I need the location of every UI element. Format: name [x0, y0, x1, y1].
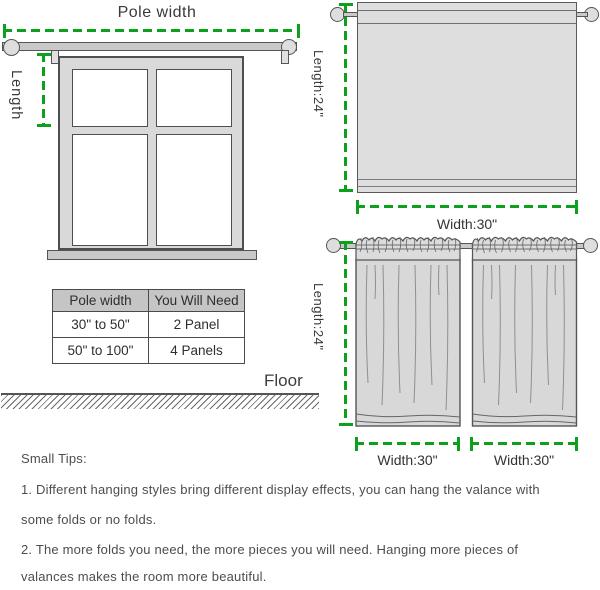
table-row — [53, 312, 245, 338]
table-row — [53, 338, 245, 364]
tier-width-measure-right — [470, 437, 578, 451]
hem-seam — [358, 186, 576, 187]
tier-finial-right-icon — [583, 238, 598, 253]
valance-panel — [357, 2, 577, 193]
tier-width-label-left: Width:30" — [377, 452, 438, 468]
tips-title: Small Tips: — [21, 451, 87, 466]
ground-hatch — [1, 393, 319, 409]
curtain-pole — [2, 42, 297, 51]
table-cell: 30" to 50" — [53, 312, 149, 338]
window-pane-top-left — [72, 69, 148, 127]
length-label: Length — [8, 70, 24, 121]
table-cell: 2 Panel — [149, 312, 245, 338]
valance-width-measure — [356, 200, 578, 214]
curtain-panel-left — [355, 235, 461, 427]
panel-requirement-table — [52, 289, 245, 364]
window-pane-bottom-right — [156, 134, 232, 246]
tier-length-measure — [339, 241, 353, 426]
pole-width-measure — [3, 24, 300, 38]
rod-pocket-seam — [358, 10, 576, 11]
rod-pocket-seam — [358, 23, 576, 24]
valance-length-measure — [339, 3, 353, 192]
tip-line: 2. The more folds you need, the more pieces you will need. Hanging more pieces of — [21, 542, 519, 557]
tier-width-measure-left — [355, 437, 460, 451]
tip-line: some folds or no folds. — [21, 512, 157, 527]
valance-width-label: Width:30" — [436, 216, 498, 232]
window-sill — [47, 250, 257, 260]
valance-length-label: Length:24" — [311, 50, 326, 118]
tier-width-label-right: Width:30" — [493, 452, 555, 468]
length-measure — [37, 53, 51, 127]
table-cell: 50" to 100" — [53, 338, 149, 364]
tip-line: valances makes the room more beautiful. — [21, 569, 267, 584]
table-header-row — [53, 290, 245, 312]
table-header-you-will-need: You Will Need — [149, 290, 245, 312]
window-pane-bottom-left — [72, 134, 148, 246]
floor-label: Floor — [264, 371, 303, 390]
tier-length-label: Length:24" — [311, 283, 326, 351]
pole-width-label: Pole width — [117, 4, 197, 21]
tip-line: 1. Different hanging styles bring different display effects, you can hang the valance with — [21, 482, 540, 497]
table-header-pole-width: Pole width — [53, 290, 149, 312]
hem-seam — [358, 179, 576, 180]
table-cell: 4 Panels — [149, 338, 245, 364]
curtain-panel-right — [471, 235, 578, 427]
pole-bracket-right — [281, 50, 289, 64]
window-frame — [58, 56, 244, 250]
window-pane-top-right — [156, 69, 232, 127]
pole-finial-left-icon — [3, 39, 20, 56]
